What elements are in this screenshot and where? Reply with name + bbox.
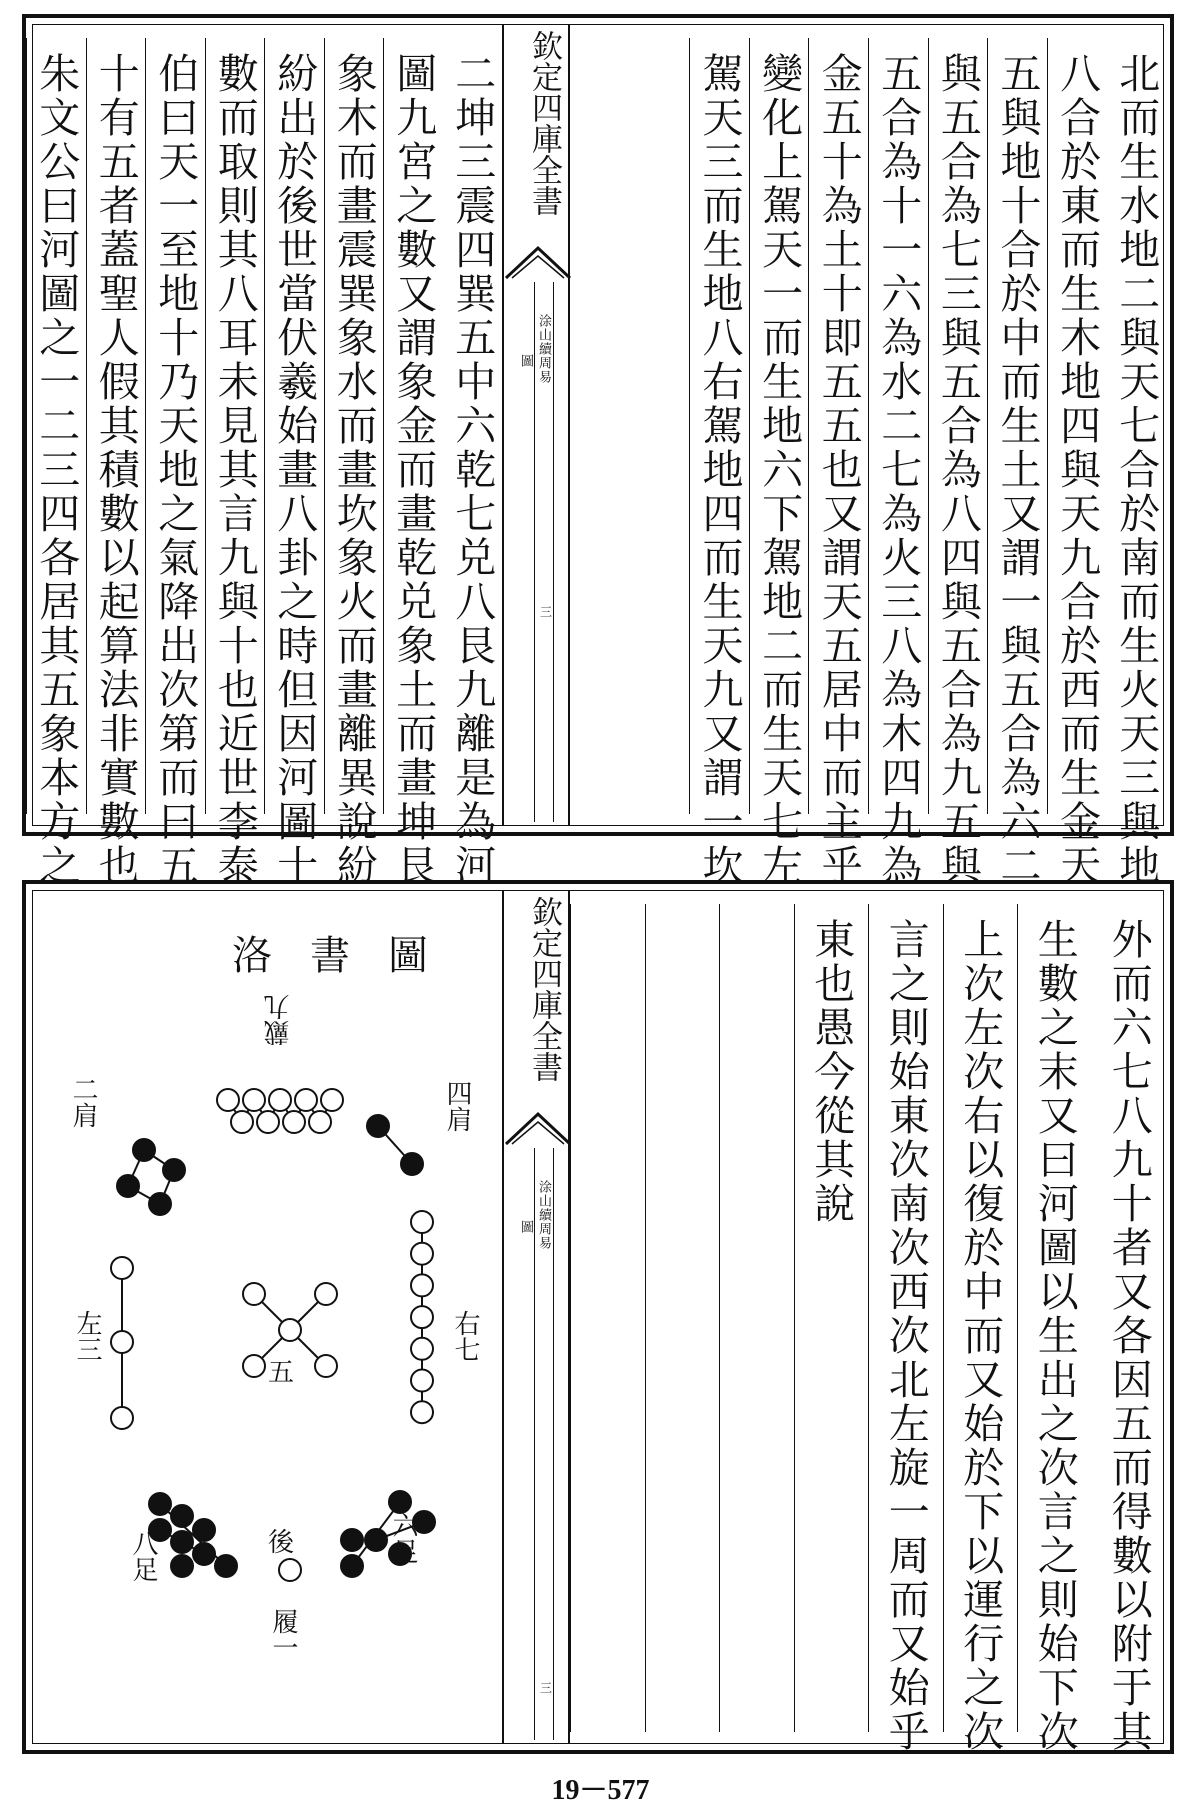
yang-dot [111,1407,133,1429]
text-column [1106,38,1166,888]
text-column [645,904,720,1732]
category-label: 圖 [518,354,533,367]
yin-dot [149,1193,171,1215]
yin-dot [171,1531,193,1553]
yin-dot [389,1491,411,1513]
column-text: 伯曰天一至地十乃天地之氣降出次第而曰五 [151,52,200,888]
yang-dot [217,1089,239,1111]
category-label: 圖 [518,1220,533,1233]
column-text: 言之則始東次南次西次北左旋一周而又始乎 [881,918,930,1754]
text-column [264,38,324,888]
yang-dot [243,1355,265,1377]
text-column [928,38,988,888]
column-text: 二坤三震四巽五中六乾七兑八艮九離是為河 [448,52,497,888]
yin-dot [193,1543,215,1565]
yang-dot [243,1089,265,1111]
column-text: 駕天三而生地八右駕地四而生天九又謂一坎 [695,52,744,888]
label-left: 左三 [72,1310,102,1362]
column-text: 十有五者蓋聖人假其積數以起算法非實數也 [91,52,140,888]
yang-dot [411,1243,433,1265]
column-text: 八合於東而生木地四與天九合於西而生金天 [1053,52,1102,888]
column-text: 五與地十合於中而生土又謂一與五合為六二 [993,52,1042,888]
column-text: 上次左次右以復於中而又始於下以運行之次 [956,918,1005,1754]
text-column [749,38,809,888]
label-right: 右七 [450,1310,480,1362]
yang-dot [411,1401,433,1423]
yang-dot [269,1089,291,1111]
yin-dot [117,1175,139,1197]
yin-dot [171,1505,193,1527]
yang-dot [411,1338,433,1360]
text-column [570,904,645,1732]
column-text: 紛出於後世當伏羲始畫八卦之時但因河圖十 [270,52,319,888]
column-text: 圖九宮之數又謂象金而畫乾兑象土而畫坤艮 [389,52,438,888]
lower-page [22,880,1174,1754]
book-subtitle: 涂山續周易 [536,1180,551,1250]
center-strip [502,24,570,826]
label-bottom: 履一 [268,1608,298,1660]
yang-dot [411,1211,433,1233]
fishtail-ornament-icon [504,1108,572,1148]
yang-dot [283,1111,305,1133]
text-column [794,904,869,1732]
text-column [868,38,928,888]
text-column [689,38,749,888]
text-column [868,904,943,1754]
page-number: 三 [540,605,553,619]
yang-dot [279,1559,301,1581]
column-text: 數而取則其八耳未見其言九與十也近世李泰 [210,52,259,888]
yang-dot [411,1306,433,1328]
page-number: 三 [540,1681,553,1695]
text-column [145,38,205,888]
text-column [943,904,1018,1754]
yin-dot [163,1159,185,1181]
fishtail-ornament-icon [504,242,572,282]
text-column [987,38,1047,888]
yang-dot [231,1111,253,1133]
text-column [86,38,146,888]
header-title: 欽定四庫全書 [526,30,562,216]
label-bottom-back: 後 [268,1528,295,1558]
label-bottom-left: 八足 [128,1530,158,1582]
column-text: 五合為十一六為水二七為火三八為木四九為 [874,52,923,888]
yang-dot [309,1111,331,1133]
yang-dot [111,1257,133,1279]
yin-dot [133,1139,155,1161]
text-column [383,38,443,888]
yang-dot [411,1370,433,1392]
text-column [26,38,86,888]
book-subtitle: 涂山續周易 [536,314,551,384]
center-strip [502,890,570,1744]
text-column [1047,38,1107,888]
yin-dot [401,1153,423,1175]
yang-dot [315,1355,337,1377]
yang-dot [279,1319,301,1341]
label-top-right: 四肩 [442,1080,472,1132]
column-text: 東也愚今從其說 [807,918,856,1226]
upper-page [22,14,1174,888]
text-column [1092,904,1167,1754]
header-title: 欽定四庫全書 [526,896,562,1082]
yin-dot [171,1555,193,1577]
yang-dot [315,1283,337,1305]
yang-dot [111,1331,133,1353]
label-bottom-right: 六足 [388,1512,418,1564]
yin-dot [149,1493,171,1515]
column-text: 外而六七八九十者又各因五而得數以附于其 [1104,918,1153,1754]
label-top-left: 二肩 [68,1076,98,1128]
text-column [1017,904,1092,1754]
yin-dot [367,1115,389,1137]
column-text: 象木而畫震巽象水而畫坎象火而畫離異說紛 [329,52,378,888]
yang-dot [295,1089,317,1111]
column-text: 朱文公曰河圖之一二三四各居其五象本方之 [32,52,81,888]
text-column [324,38,384,888]
column-text: 變化上駕天一而生地六下駕地二而生天七左 [755,52,804,888]
yang-dot [257,1111,279,1133]
yang-dot [243,1283,265,1305]
yin-dot [341,1529,363,1551]
column-text: 生數之末又曰河圖以生出之次言之則始下次 [1030,918,1079,1754]
label-center: 五 [268,1358,295,1388]
yin-dot [215,1555,237,1577]
text-column [808,38,868,888]
yang-dot [411,1274,433,1296]
column-text: 北而生水地二與天七合於南而生火天三與地 [1112,52,1161,888]
label-top: 戴九 [264,994,294,1046]
yin-dot [193,1519,215,1541]
yin-dot [341,1555,363,1577]
column-text: 與五合為七三與五合為八四與五合為九五與 [933,52,982,888]
text-column [719,904,794,1732]
column-text: 金五十為土十即五五也又謂天五居中而主乎 [814,52,863,888]
yang-dot [321,1089,343,1111]
diagram-title: 洛書圖 [232,933,466,979]
yin-dot [365,1529,387,1551]
luoshu-diagram [32,890,502,1748]
text-column [205,38,265,888]
text-column [443,38,503,888]
page-footer: 19－577 [551,1775,650,1806]
